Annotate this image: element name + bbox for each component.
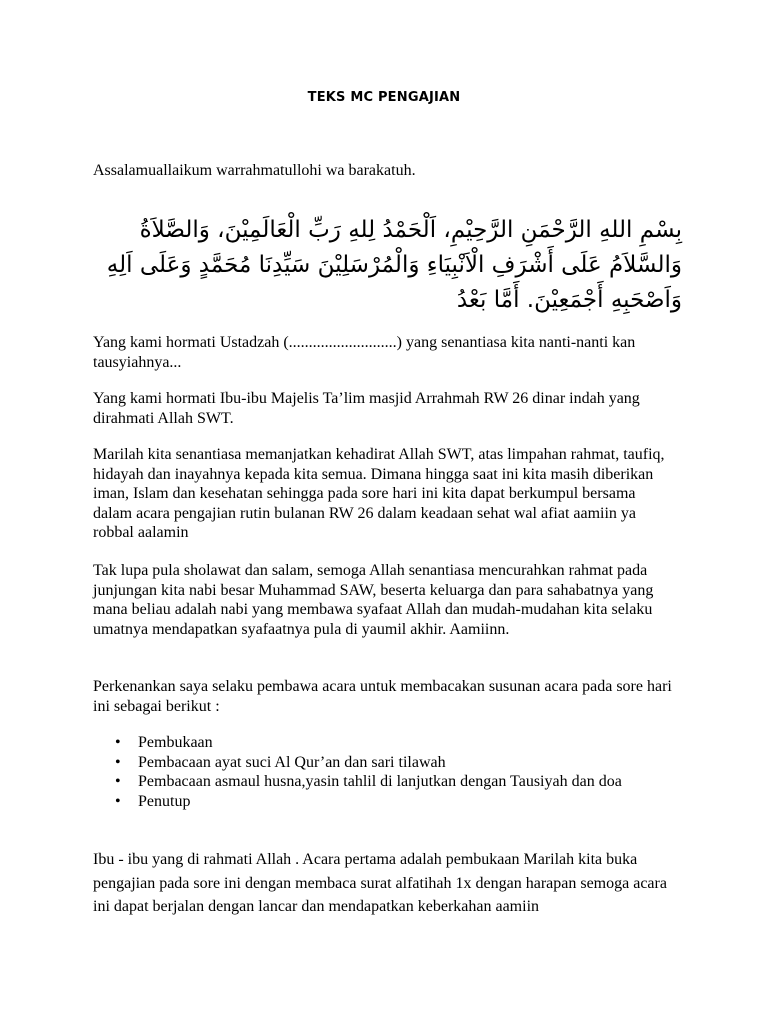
list-item bbox=[93, 753, 673, 773]
document-title: TEKS MC PENGAJIAN bbox=[307, 90, 461, 105]
paragraph-gratitude: Marilah kita senantiasa memanjatkan kehadirat Allah SWT, atas limpahan rahmat, taufiq, hidayah dan inayahnya kepada kita semua. Dimana hingga saat ini kita masih diberikan iman, Islam dan kesehatan sehingga pada sore hari ini kita dapat berkumpul bersama dalam acara pengajian rutin bulanan RW 26 dalam keadaan sehat wal afiat aamiin ya robbal aalamin bbox=[93, 446, 665, 541]
bullet-icon: • bbox=[115, 734, 121, 751]
bullet-icon: • bbox=[115, 753, 121, 771]
agenda-item-label: Pembacaan ayat suci Al Qur’an dan sari tilawah bbox=[138, 753, 446, 771]
bullet-icon: • bbox=[115, 773, 121, 790]
bullet-icon: • bbox=[115, 792, 121, 810]
paragraph-agenda-intro: Perkenankan saya selaku pembawa acara untuk membacakan susunan acara pada sore hari ini sebagai berikut : bbox=[93, 678, 672, 715]
greeting-text: Assalamuallaikum warrahmatullohi wa barakatuh. bbox=[93, 162, 416, 179]
agenda-item-label: Pembukaan bbox=[138, 734, 213, 751]
agenda-item-label: Pembacaan asmaul husna,yasin tahlil di lanjutkan dengan Tausiyah dan doa bbox=[138, 773, 622, 790]
list-item bbox=[93, 772, 673, 792]
paragraph-sholawat: Tak lupa pula sholawat dan salam, semoga Allah senantiasa mencurahkan rahmat pada junjungan kita nabi besar Muhammad SAW, beserta keluarga dan para sahabatnya yang mana beliau adalah nabi yang membawa syafaat Allah dan mudah-mudahan kita selaku umatnya mendapatkan syafaatnya pula di yaumil akhir. Aamiinn. bbox=[93, 562, 654, 638]
list-item bbox=[93, 792, 673, 812]
paragraph-ustadzah: Yang kami hormati Ustadzah (...........................) yang senantiasa kita nanti-nanti kan tausyiahnya... bbox=[93, 334, 636, 371]
arabic-opening-text: بِسْمِ اللهِ الرَّحْمَنِ الرَّحِيْمِ، اَلْحَمْدُ لِلهِ رَبِّ الْعَالَمِيْنَ، وَالصَّلاَةُ وَالسَّلاَمُ عَلَى أَشْرَفِ الْاَنْبِيَاءِ وَالْمُرْسَلِيْنَ سَيِّدِنَا مُحَمَّدٍ وَعَلَى اَلِهِ وَاَصْحَبِهِ أَجْمَعِيْنَ. أَمَّا بَعْدُ bbox=[106, 217, 682, 313]
agenda-item-label: Penutup bbox=[138, 792, 191, 810]
list-item bbox=[93, 733, 673, 753]
paragraph-majelis: Yang kami hormati Ibu-ibu Majelis Ta’lim masjid Arrahmah RW 26 dinar indah yang dirahmati Allah SWT. bbox=[93, 390, 640, 427]
agenda-list bbox=[93, 733, 673, 811]
closing-paragraph: Ibu - ibu yang di rahmati Allah . Acara pertama adalah pembukaan Marilah kita buka pengajian pada sore ini dengan membaca surat alfatihah 1x dengan harapan semoga acara ini dapat berjalan dengan lancar dan mendapatkan keberkahan aamiin bbox=[93, 851, 667, 915]
